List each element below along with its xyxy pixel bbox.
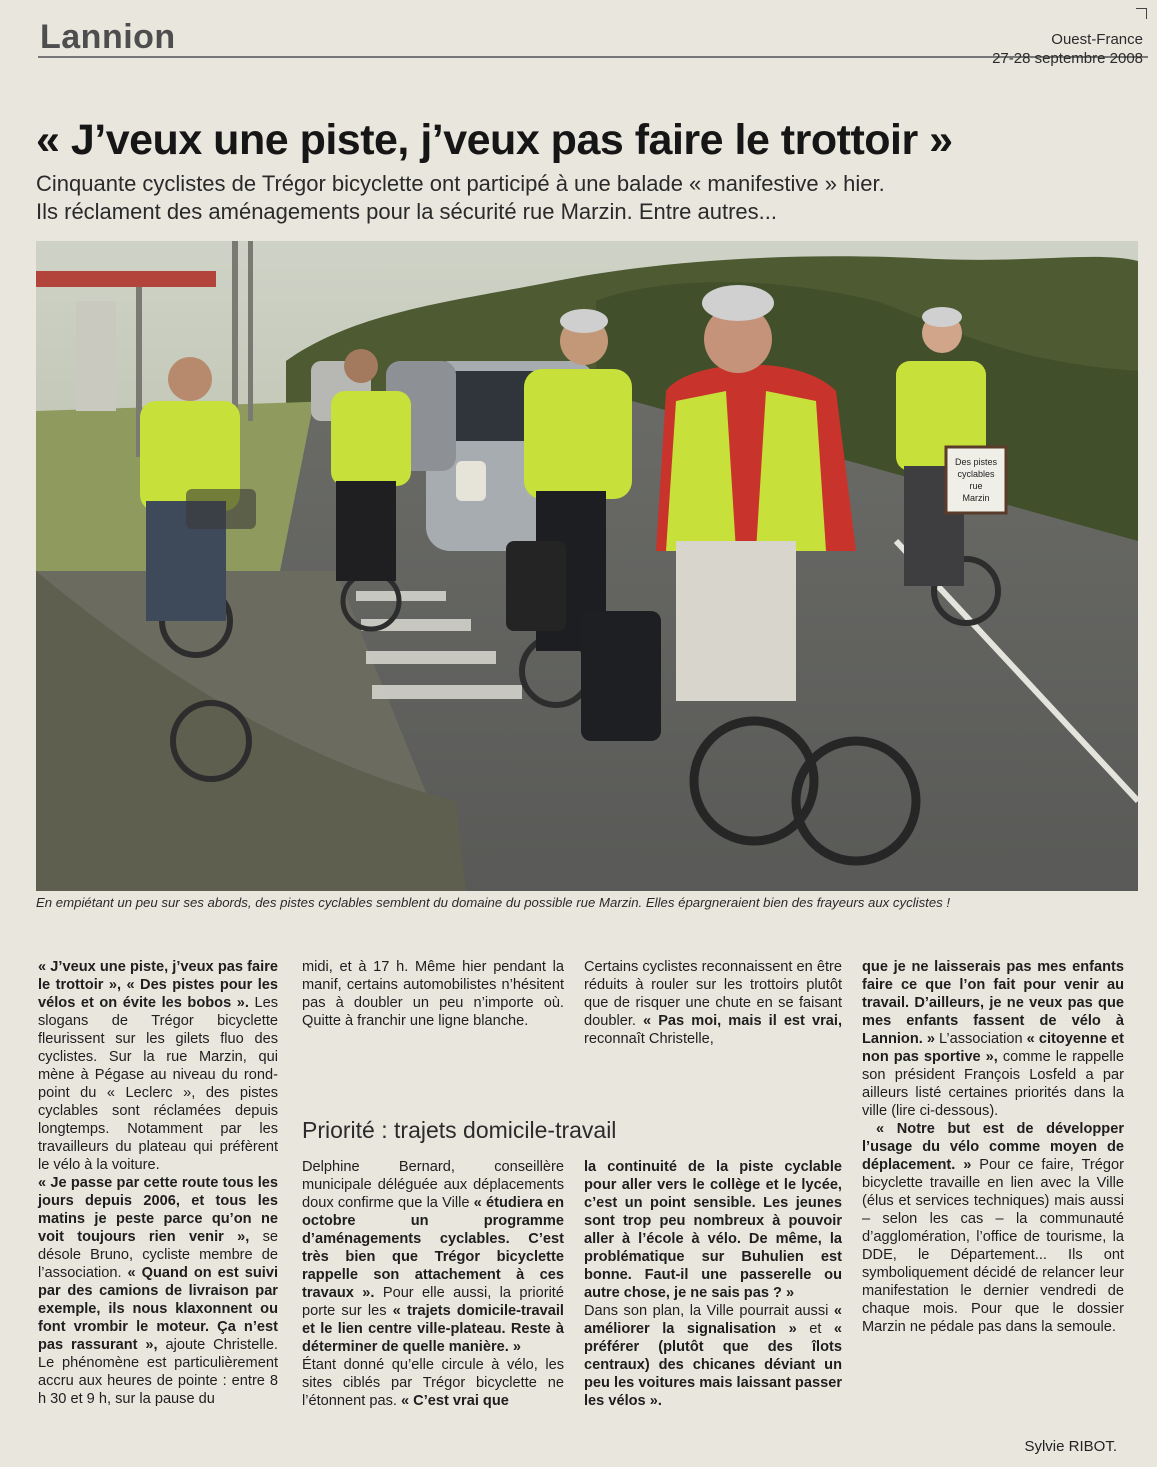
section-title: Lannion	[40, 18, 176, 56]
paragraph	[584, 958, 842, 1048]
newspaper-name: Ouest-France	[1051, 31, 1143, 48]
body-text: Dans son plan, la Ville pourrait aussi	[584, 1303, 829, 1319]
body-text: Les slogans de Trégor bicyclette fleurissent sur les gilets fluo des cyclistes. Sur la rue Marzin, qui mène à Pégase au niveau du rond-point du « Leclerc », des pistes cyclables sont réclamées depuis longtemps. Notamment par les travailleurs du plateau qui préfèrent le vélo à la voiture.	[38, 995, 278, 1173]
quote-text: « préférer (plutôt que des îlots centraux) des chicanes déviant un peu les voitures mais laissant passer les vélos ».	[584, 1321, 842, 1409]
body-text: Delphine Bernard, conseillère municipale déléguée aux déplacements doux confirme que la Ville	[302, 1159, 564, 1211]
quote-text: « C’est vrai que	[396, 1393, 509, 1409]
column-1	[38, 958, 278, 1408]
quote-text: « Pas moi, mais il est vrai,	[635, 1013, 842, 1029]
quote-text: « Notre but est de développer l’usage du vélo comme moyen de déplacement. »	[862, 1121, 1124, 1173]
column-2-top-text: midi, et à 17 h. Même hier pendant la manif, certains automobilistes n’hésitent pas à doubler un peu n’importe où. Quitte à franchir une ligne blanche.	[302, 959, 564, 1029]
paragraph	[862, 958, 1124, 1120]
body-text: se désole Bruno, cycliste membre de l’association.	[38, 1229, 278, 1281]
svg-text:Marzin: Marzin	[962, 493, 990, 503]
quote-text: « trajets domicile-travail et le lien centre ville-plateau. Reste à déterminer de quelle manière. »	[302, 1303, 564, 1355]
body-text: Pour elle aussi, la priorité porte sur les	[302, 1285, 564, 1319]
body-text: et	[796, 1321, 822, 1337]
body-text: Certains cyclistes reconnaissent en être réduits à rouler sur les trottoirs plutôt que de risquer une chute en se faisant doubler.	[584, 959, 842, 1029]
body-text: comme le rappelle son président François Losfeld a par ailleurs listé certaines priorités dans la ville (lire ci-dessous).	[862, 1049, 1125, 1119]
deck-line-2: Ils réclament des aménagements pour la sécurité rue Marzin. Entre autres...	[36, 199, 778, 224]
source-block	[992, 30, 1143, 68]
quote-text: « étudiera en octobre un programme d’aménagements cyclables. C’est très bien que Trégor bicyclette rappelle son attachement à ces travaux ».	[302, 1195, 564, 1301]
body-text: reconnaît Christelle,	[584, 1031, 714, 1047]
protest-sign-text: Des pistes	[954, 457, 998, 467]
column-4	[862, 958, 1124, 1336]
paragraph	[862, 1120, 1124, 1336]
subheading: Priorité : trajets domicile-travail	[302, 1117, 617, 1143]
quote-text: la continuité de la piste cyclable pour aller vers le collège et le lycée, c’est un point sensible. Les jeunes sont trop peu nombreux à pouvoir aller à l’école à vélo. De même, la problématique sur Buhulien est bonne. Faut-il une passerelle ou autre chose, je ne sais pas ? »	[584, 1159, 842, 1301]
byline: Sylvie RIBOT.	[1024, 1438, 1117, 1455]
quote-text: « citoyenne et non pas sportive »,	[862, 1031, 1124, 1065]
quote-text: « Quand on est suivi par des camions de livraison par exemple, ils nous klaxonnent ou font vrombir le moteur. Ça n’est pas rassurant »,	[38, 1265, 278, 1353]
paragraph	[302, 1158, 564, 1356]
body-text: ajoute Christelle. Le phénomène est particulièrement accru aux heures de pointe : entre 8 h 30 et 9 h, sur la pause du	[38, 1337, 278, 1407]
photo-caption: En empiétant un peu sur ses abords, des pistes cyclables semblent du domaine du possible rue Marzin. Elles épargneraient bien des frayeurs aux cyclistes !	[36, 895, 951, 910]
article-photo	[36, 241, 1138, 891]
paragraph	[302, 1356, 564, 1410]
headline: « J’veux une piste, j’veux pas faire le trottoir »	[36, 116, 953, 164]
crop-mark	[1136, 8, 1147, 19]
paragraph	[584, 1158, 842, 1302]
column-3-bottom	[584, 1158, 842, 1410]
deck	[36, 170, 1116, 226]
svg-text:cyclables: cyclables	[957, 469, 995, 479]
quote-text: « J’veux une piste, j’veux pas faire le trottoir », « Des pistes pour les vélos et on évite les bobos ».	[38, 959, 278, 1011]
body-text: Pour ce faire, Trégor bicyclette travaille en lien avec la Ville (élus et services techniques) mais aussi – selon les cas – la communauté d’agglomération, l’office de tourisme, la DDE, le Département... Ils ont symboliquement décidé de relancer leur manifestation le dernier vendredi de chaque mois. Pour que le dossier Marzin ne pédale pas dans la semoule.	[862, 1157, 1124, 1335]
publication-date: 27-28 septembre 2008	[992, 50, 1143, 67]
header-rule	[38, 56, 1148, 58]
quote-text: que je ne laisserais pas mes enfants faire ce que l’on fait pour venir au travail. D’ailleurs, je ne veux pas que mes enfants fassent de vélo à Lannion. »	[862, 959, 1124, 1047]
cyclists-photo-illustration	[36, 241, 1138, 891]
paragraph	[584, 1302, 842, 1410]
column-2-top	[302, 958, 564, 1030]
svg-text:rue: rue	[969, 481, 983, 491]
quote-text: « Je passe par cette route tous les jours depuis 2006, et tous les matins je peste parce qu’on ne voit toujours rien venir »,	[38, 1175, 278, 1245]
paragraph	[38, 958, 278, 1174]
deck-line-1: Cinquante cyclistes de Trégor bicyclette ont participé à une balade « manifestive » hier.	[36, 171, 885, 196]
quote-text: « améliorer la signalisation »	[584, 1303, 843, 1337]
body-text: Étant donné qu’elle circule à vélo, les sites ciblés par Trégor bicyclette ne l’étonnent pas.	[302, 1357, 564, 1409]
column-3-top	[584, 958, 842, 1048]
paragraph	[38, 1174, 278, 1408]
body-text: L’association	[934, 1031, 1023, 1047]
column-2-bottom	[302, 1158, 564, 1410]
